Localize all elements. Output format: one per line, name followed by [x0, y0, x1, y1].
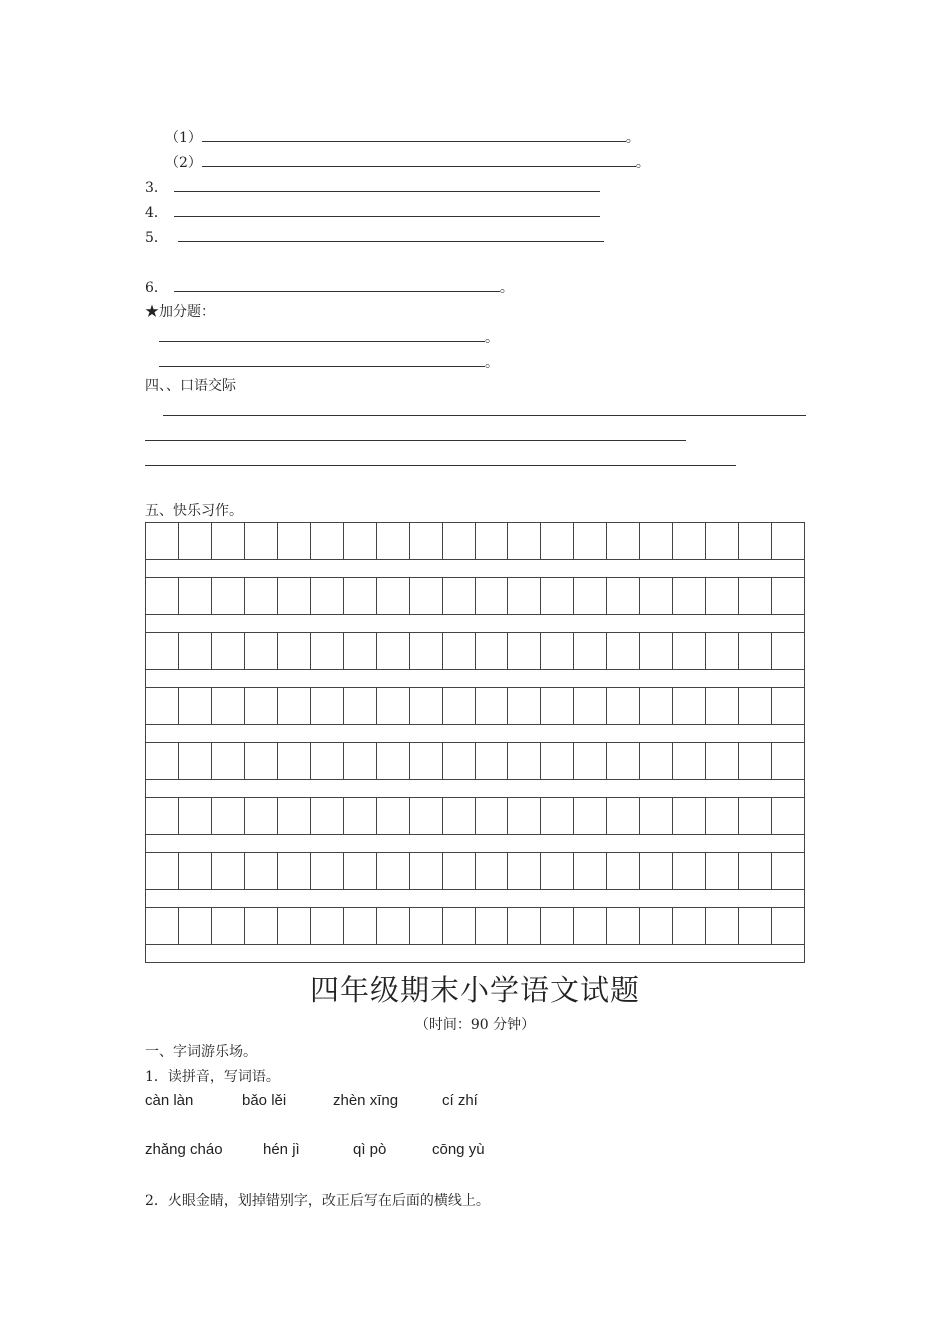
grid-cell[interactable] [706, 688, 739, 724]
grid-cell[interactable] [443, 798, 476, 834]
grid-cell[interactable] [278, 798, 311, 834]
bonus-line-1 [159, 328, 499, 347]
blank-line[interactable] [145, 427, 686, 441]
grid-cell[interactable] [673, 908, 706, 944]
grid-cell[interactable] [673, 523, 706, 559]
grid-cell[interactable] [772, 633, 804, 669]
grid-cell[interactable] [278, 688, 311, 724]
blank-line[interactable] [145, 452, 736, 466]
grid-cell[interactable] [706, 853, 739, 889]
grid-row [146, 633, 804, 670]
grid-cell[interactable] [212, 798, 245, 834]
grid-cell[interactable] [476, 578, 509, 614]
pinyin-5: zhǎng cháo [145, 1141, 223, 1158]
grid-cell[interactable] [146, 798, 179, 834]
period: 。 [499, 280, 514, 296]
answer-line-2 [165, 153, 650, 172]
grid-cell[interactable] [574, 743, 607, 779]
grid-cell[interactable] [739, 908, 772, 944]
blank-line[interactable] [178, 228, 604, 242]
grid-cell[interactable] [212, 578, 245, 614]
grid-cell[interactable] [772, 853, 804, 889]
grid-cell[interactable] [476, 633, 509, 669]
grid-cell[interactable] [640, 633, 673, 669]
grid-cell[interactable] [344, 578, 377, 614]
grid-cell[interactable] [640, 578, 673, 614]
grid-cell[interactable] [377, 633, 410, 669]
oral-line-1 [163, 402, 806, 421]
grid-cell[interactable] [476, 523, 509, 559]
grid-cell[interactable] [607, 633, 640, 669]
grid-cell[interactable] [706, 523, 739, 559]
grid-cell[interactable] [146, 688, 179, 724]
grid-cell[interactable] [739, 853, 772, 889]
grid-row [146, 688, 804, 725]
section-four-heading: 四、、口语交际 [145, 378, 236, 394]
oral-line-2 [145, 427, 686, 446]
grid-cell[interactable] [673, 798, 706, 834]
grid-cell[interactable] [574, 578, 607, 614]
grid-cell[interactable] [640, 523, 673, 559]
grid-cell[interactable] [245, 743, 278, 779]
bonus-line-2 [159, 353, 499, 372]
item-5-label: 5． [145, 230, 168, 246]
grid-cell[interactable] [640, 688, 673, 724]
grid-cell[interactable] [410, 743, 443, 779]
grid-cell[interactable] [508, 578, 541, 614]
period: 。 [635, 155, 650, 171]
grid-cell[interactable] [443, 578, 476, 614]
grid-cell[interactable] [344, 523, 377, 559]
grid-cell[interactable] [311, 523, 344, 559]
grid-cell[interactable] [179, 908, 212, 944]
grid-cell[interactable] [772, 688, 804, 724]
grid-cell[interactable] [607, 743, 640, 779]
pinyin-1: càn làn [145, 1092, 194, 1109]
grid-cell[interactable] [212, 523, 245, 559]
grid-cell[interactable] [607, 688, 640, 724]
grid-spacer [146, 945, 804, 963]
grid-cell[interactable] [541, 633, 574, 669]
grid-cell[interactable] [245, 688, 278, 724]
blank-line[interactable] [163, 402, 806, 416]
grid-cell[interactable] [146, 578, 179, 614]
grid-cell[interactable] [443, 688, 476, 724]
grid-cell[interactable] [607, 523, 640, 559]
grid-cell[interactable] [476, 688, 509, 724]
blank-line[interactable] [174, 203, 600, 217]
answer-line-5 [145, 228, 604, 247]
grid-cell[interactable] [574, 798, 607, 834]
grid-cell[interactable] [278, 853, 311, 889]
grid-cell[interactable] [607, 578, 640, 614]
blank-line[interactable] [174, 278, 500, 292]
period: 。 [485, 355, 499, 371]
answer-line-4 [145, 203, 600, 222]
grid-cell[interactable] [443, 853, 476, 889]
grid-cell[interactable] [344, 743, 377, 779]
question-2: 2．火眼金睛，划掉错别字，改正后写在后面的横线上。 [145, 1193, 490, 1209]
grid-cell[interactable] [574, 633, 607, 669]
grid-cell[interactable] [607, 798, 640, 834]
grid-cell[interactable] [344, 853, 377, 889]
item-2-label: （2） [165, 155, 202, 171]
grid-cell[interactable] [574, 908, 607, 944]
item-3-label: 3． [145, 180, 168, 196]
grid-cell[interactable] [278, 523, 311, 559]
grid-cell[interactable] [245, 633, 278, 669]
grid-cell[interactable] [476, 853, 509, 889]
grid-cell[interactable] [212, 853, 245, 889]
grid-cell[interactable] [311, 688, 344, 724]
grid-row [146, 798, 804, 835]
grid-row [146, 853, 804, 890]
grid-cell[interactable] [410, 633, 443, 669]
grid-cell[interactable] [245, 578, 278, 614]
grid-cell[interactable] [607, 908, 640, 944]
grid-cell[interactable] [640, 908, 673, 944]
item-4-label: 4． [145, 205, 168, 221]
grid-cell[interactable] [508, 633, 541, 669]
grid-cell[interactable] [739, 798, 772, 834]
grid-spacer [146, 835, 804, 853]
grid-cell[interactable] [410, 523, 443, 559]
answer-line-1 [165, 128, 640, 147]
grid-cell[interactable] [706, 578, 739, 614]
grid-cell[interactable] [772, 578, 804, 614]
blank-line[interactable] [159, 353, 485, 367]
pinyin-3: zhèn xīng [333, 1092, 399, 1109]
grid-cell[interactable] [212, 688, 245, 724]
grid-spacer [146, 725, 804, 743]
grid-cell[interactable] [179, 633, 212, 669]
grid-cell[interactable] [377, 523, 410, 559]
grid-cell[interactable] [146, 633, 179, 669]
period: 。 [485, 330, 499, 346]
grid-cell[interactable] [640, 853, 673, 889]
grid-cell[interactable] [179, 578, 212, 614]
grid-cell[interactable] [706, 743, 739, 779]
grid-cell[interactable] [443, 908, 476, 944]
grid-cell[interactable] [410, 578, 443, 614]
pinyin-8: cōng yù [432, 1141, 485, 1158]
grid-cell[interactable] [377, 688, 410, 724]
grid-cell[interactable] [146, 523, 179, 559]
grid-cell[interactable] [541, 578, 574, 614]
grid-cell[interactable] [541, 798, 574, 834]
grid-cell[interactable] [179, 523, 212, 559]
grid-cell[interactable] [311, 743, 344, 779]
answer-line-6 [145, 278, 514, 297]
grid-cell[interactable] [245, 798, 278, 834]
pinyin-2: bǎo lěi [242, 1092, 287, 1109]
grid-cell[interactable] [311, 853, 344, 889]
grid-cell[interactable] [377, 578, 410, 614]
exam-title: 四年级期末小学语文试题 [309, 973, 640, 1007]
grid-cell[interactable] [508, 743, 541, 779]
grid-cell[interactable] [706, 633, 739, 669]
grid-spacer [146, 890, 804, 908]
grid-row [146, 743, 804, 780]
grid-cell[interactable] [179, 853, 212, 889]
grid-cell[interactable] [508, 853, 541, 889]
grid-cell[interactable] [476, 798, 509, 834]
grid-cell[interactable] [443, 743, 476, 779]
grid-row [146, 578, 804, 615]
grid-cell[interactable] [344, 633, 377, 669]
grid-cell[interactable] [508, 523, 541, 559]
grid-cell[interactable] [640, 743, 673, 779]
grid-cell[interactable] [706, 908, 739, 944]
grid-spacer [146, 615, 804, 633]
grid-cell[interactable] [541, 523, 574, 559]
grid-cell[interactable] [574, 853, 607, 889]
blank-line[interactable] [202, 153, 636, 167]
section-five-heading: 五、快乐习作。 [145, 503, 243, 519]
item-1-label: （1） [165, 130, 202, 146]
grid-cell[interactable] [179, 743, 212, 779]
blank-line[interactable] [174, 178, 600, 192]
grid-cell[interactable] [541, 853, 574, 889]
grid-cell[interactable] [607, 853, 640, 889]
grid-cell[interactable] [311, 633, 344, 669]
grid-cell[interactable] [311, 578, 344, 614]
grid-spacer [146, 670, 804, 688]
grid-cell[interactable] [311, 798, 344, 834]
grid-cell[interactable] [344, 908, 377, 944]
grid-cell[interactable] [772, 908, 804, 944]
grid-cell[interactable] [377, 853, 410, 889]
grid-cell[interactable] [410, 853, 443, 889]
pinyin-7: qì pò [353, 1141, 387, 1158]
grid-cell[interactable] [476, 743, 509, 779]
grid-cell[interactable] [245, 853, 278, 889]
grid-cell[interactable] [673, 743, 706, 779]
blank-line[interactable] [202, 128, 626, 142]
grid-cell[interactable] [508, 688, 541, 724]
grid-cell[interactable] [377, 798, 410, 834]
grid-cell[interactable] [410, 688, 443, 724]
grid-cell[interactable] [772, 798, 804, 834]
grid-cell[interactable] [673, 688, 706, 724]
pinyin-4: cí zhí [442, 1092, 478, 1109]
grid-cell[interactable] [640, 798, 673, 834]
grid-cell[interactable] [278, 908, 311, 944]
grid-cell[interactable] [541, 688, 574, 724]
question-1: 1．读拼音，写词语。 [145, 1069, 280, 1085]
grid-cell[interactable] [410, 908, 443, 944]
grid-cell[interactable] [443, 523, 476, 559]
exam-subtitle: （时间：90 分钟） [414, 1017, 536, 1033]
section-one-heading: 一、字词游乐场。 [145, 1044, 257, 1060]
grid-cell[interactable] [344, 688, 377, 724]
grid-cell[interactable] [443, 633, 476, 669]
grid-cell[interactable] [673, 853, 706, 889]
grid-cell[interactable] [508, 798, 541, 834]
grid-cell[interactable] [179, 688, 212, 724]
grid-cell[interactable] [476, 908, 509, 944]
grid-cell[interactable] [212, 633, 245, 669]
grid-cell[interactable] [245, 523, 278, 559]
grid-cell[interactable] [673, 578, 706, 614]
grid-cell[interactable] [739, 743, 772, 779]
grid-cell[interactable] [146, 743, 179, 779]
period: 。 [625, 130, 640, 146]
grid-cell[interactable] [377, 908, 410, 944]
grid-row [146, 908, 804, 945]
grid-spacer [146, 560, 804, 578]
grid-cell[interactable] [772, 523, 804, 559]
grid-cell[interactable] [574, 688, 607, 724]
item-6-label: 6． [145, 280, 168, 296]
answer-line-3 [145, 178, 600, 197]
grid-cell[interactable] [146, 908, 179, 944]
grid-cell[interactable] [541, 743, 574, 779]
grid-cell[interactable] [179, 798, 212, 834]
grid-cell[interactable] [245, 908, 278, 944]
grid-cell[interactable] [673, 633, 706, 669]
grid-spacer [146, 780, 804, 798]
grid-cell[interactable] [212, 908, 245, 944]
blank-line[interactable] [159, 328, 485, 342]
grid-row [146, 523, 804, 560]
grid-cell[interactable] [410, 798, 443, 834]
grid-cell[interactable] [739, 523, 772, 559]
composition-grid[interactable] [145, 522, 805, 963]
pinyin-6: hén jì [263, 1141, 300, 1158]
grid-cell[interactable] [377, 743, 410, 779]
grid-cell[interactable] [278, 578, 311, 614]
grid-cell[interactable] [344, 798, 377, 834]
grid-cell[interactable] [574, 523, 607, 559]
grid-cell[interactable] [278, 743, 311, 779]
grid-cell[interactable] [212, 743, 245, 779]
grid-cell[interactable] [772, 743, 804, 779]
grid-cell[interactable] [739, 578, 772, 614]
grid-cell[interactable] [508, 908, 541, 944]
grid-cell[interactable] [706, 798, 739, 834]
oral-line-3 [145, 452, 736, 471]
grid-cell[interactable] [739, 633, 772, 669]
grid-cell[interactable] [739, 688, 772, 724]
grid-cell[interactable] [541, 908, 574, 944]
grid-cell[interactable] [278, 633, 311, 669]
grid-cell[interactable] [146, 853, 179, 889]
bonus-heading: ★加分题： [145, 304, 215, 320]
grid-cell[interactable] [311, 908, 344, 944]
